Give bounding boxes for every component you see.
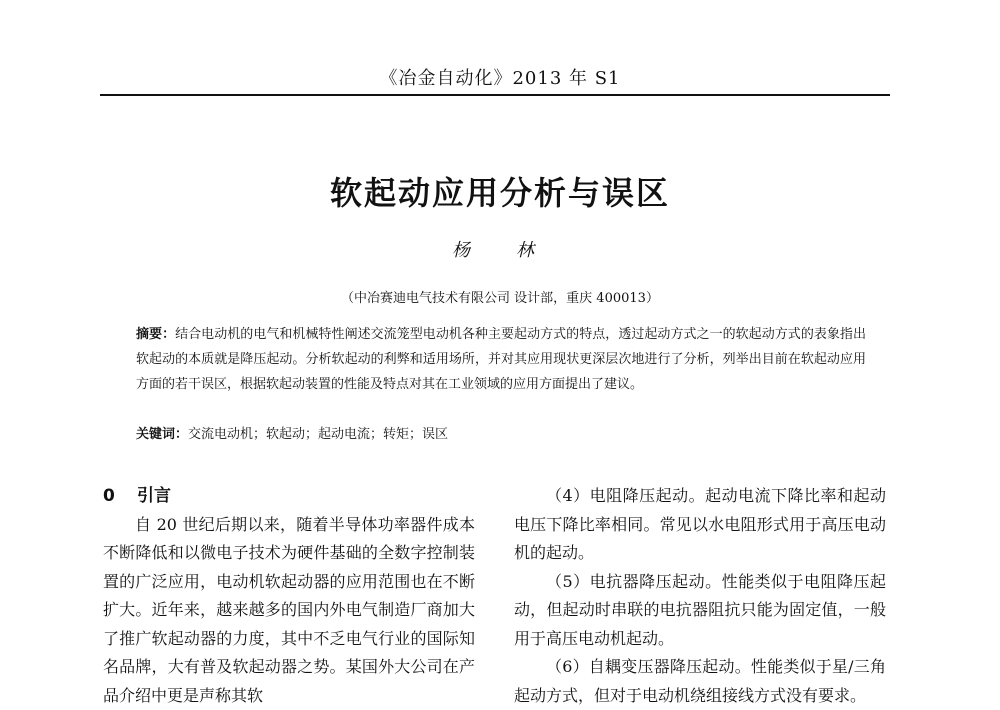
intro-paragraph xyxy=(103,511,475,710)
section-heading xyxy=(103,482,475,511)
abstract-text: 结合电动机的电气和机械特性阐述交流笼型电动机各种主要起动方式的特点，透过起动方式之一的软起动方式的表象指出软起动的本质就是降压起动。分析软起动的利弊和适用场所，并对其应用现状更深层次地进行了分析，列举出目前在软起动应用方面的若干误区，根据软起动装置的性能及特点对其在工业领域的应用方面提出了建议。 xyxy=(136,327,866,392)
paragraph-5: （5）电抗器降压起动。性能类似于电阻降压起动，但起动时串联的电抗器阻抗只能为固定值，一般用于高压电动机起动。 xyxy=(514,568,886,654)
author: 杨 林 xyxy=(0,236,1000,262)
header-rule xyxy=(100,94,890,96)
intro-text: 自 20 世纪后期以来，随着半导体功率器件成本不断降低和以微电子技术为硬件基础的全数字控制装置的广泛应用，电动机软起动器的应用范围也在不断扩大。近年来，越来越多的国内外电气制造厂商加大了推广软起动器的力度，其中不乏电气行业的国际知名品牌，大有普及软起动器之势。某国外大公司在产品介绍中更是声称其软 xyxy=(103,511,475,710)
abstract xyxy=(136,322,866,397)
paragraph-4: （4）电阻降压起动。起动电流下降比率和起动电压下降比率相同。常见以水电阻形式用于高压电动机的起动。 xyxy=(514,482,886,568)
section-title: 引言 xyxy=(137,486,171,506)
paper-title: 软起动应用分析与误区 xyxy=(0,168,1000,214)
journal-header: 《冶金自动化》2013 年 S1 xyxy=(0,64,1000,90)
right-paragraphs xyxy=(514,482,886,710)
paragraph-6: （6）自耦变压器降压起动。性能类似于星/三角起动方式，但对于电动机绕组接线方式没有要求。 xyxy=(514,653,886,710)
right-column xyxy=(514,482,886,710)
left-column xyxy=(103,482,475,710)
keywords-label: 关键词： xyxy=(136,427,188,442)
abstract-label: 摘要： xyxy=(136,327,175,342)
section-number: 0 xyxy=(103,482,137,511)
keywords-text: 交流电动机；软起动；起动电流；转矩；误区 xyxy=(188,427,448,442)
keywords xyxy=(136,422,866,447)
affiliation: （中冶赛迪电气技术有限公司 设计部，重庆 400013） xyxy=(0,287,1000,306)
